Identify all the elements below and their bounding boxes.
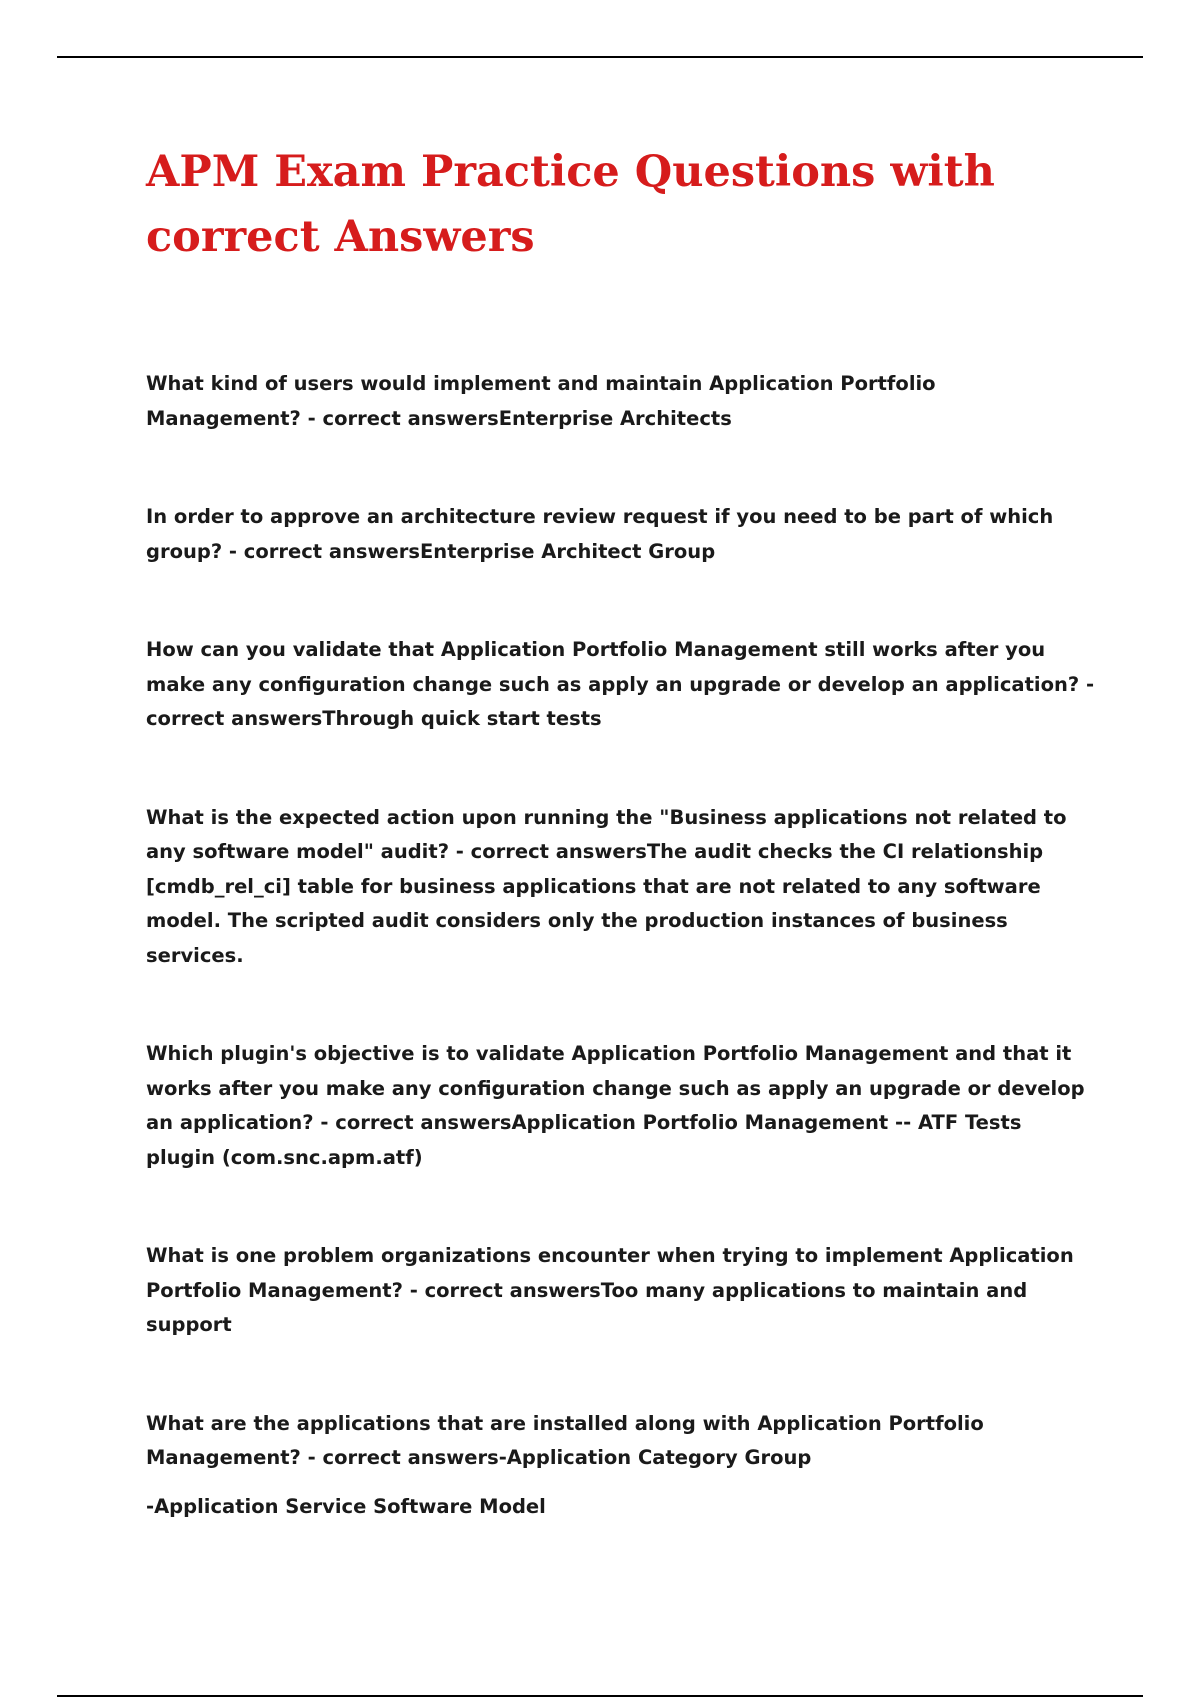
qa-text: How can you validate that Application Portfolio Management still works after you make any configuration change such as apply an upgrade or develop an application? - correct answersThrough quick start tests (146, 638, 1095, 730)
qa-item (146, 1037, 1096, 1175)
qa-text: What is one problem organizations encounter when trying to implement Application Portfolio Management? - correct answersToo many applications to maintain and support (146, 1244, 1074, 1336)
qa-item (146, 500, 1096, 569)
qa-list (146, 367, 1096, 1524)
qa-item (146, 1239, 1096, 1343)
qa-item (146, 633, 1096, 737)
qa-text-continued: -Application Service Software Model (146, 1494, 546, 1518)
qa-item (146, 1407, 1096, 1525)
bottom-rule (57, 1695, 1143, 1697)
qa-item (146, 801, 1096, 974)
qa-text: What is the expected action upon running the "Business applications not related to any software model" audit? - correct answersThe audit checks the CI relationship [cmdb_rel_ci] table for business applications that are not related to any software model. The scripted audit considers only the production instances of business services. (146, 805, 1067, 967)
qa-item (146, 367, 1096, 436)
top-rule (57, 56, 1143, 58)
qa-text: What are the applications that are installed along with Application Portfolio Management? - correct answers-Application Category Group (146, 1411, 984, 1469)
qa-text: What kind of users would implement and maintain Application Portfolio Management? - correct answersEnterprise Architects (146, 372, 936, 430)
qa-text: In order to approve an architecture review request if you need to be part of which group? - correct answersEnterprise Architect Group (146, 505, 1054, 563)
page-title: APM Exam Practice Questions with correct Answers (146, 147, 995, 262)
qa-text: Which plugin's objective is to validate Application Portfolio Management and that it works after you make any configuration change such as apply an upgrade or develop an application? - correct answersApplication Portfolio Management -- ATF Tests plugin (com.snc.apm.atf) (146, 1042, 1085, 1169)
